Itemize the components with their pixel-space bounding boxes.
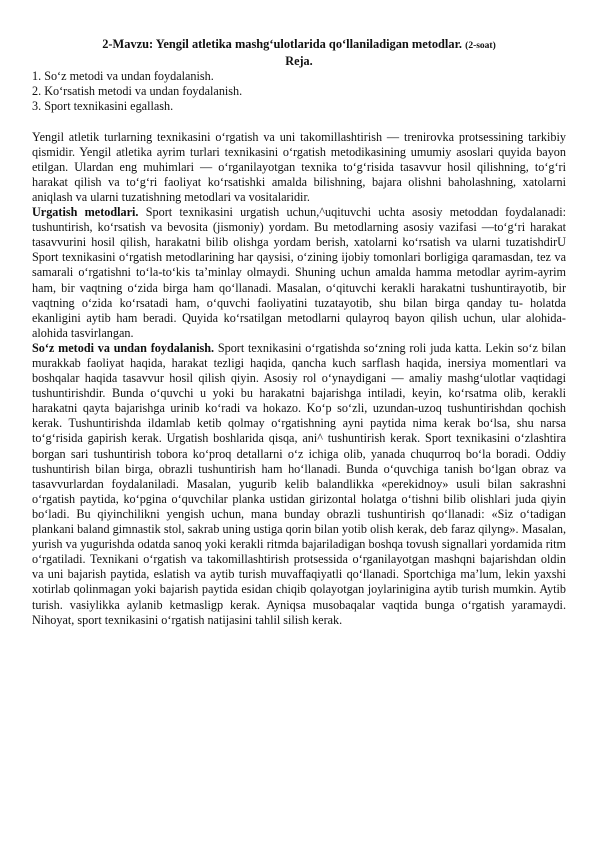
plan-heading: Reja. <box>285 54 313 68</box>
title-text: 2-Mavzu: Yengil atletika mashg‘ulotlarida qo‘llaniladigan metodlar. <box>102 37 463 51</box>
plan-item: 3. Sport texnikasini egallash. <box>32 99 174 114</box>
paragraph-text: Yengil atletik turlarning texnikasini o‘rgatish va uni takomillashtirish — trenirovka protsessining tarkibiy qismidir. Yengil atletika ayrim turlari texnikasini o‘rgatish metodikasining umumiy asoslari quyida bayon etilgan. Ulardan eng muhimlari — o‘rganilayotgan texnika to‘g‘risida tasavvur hosil qilishning, to‘g‘ri harakat qilish va to‘g‘ri faoliyat ko‘rsatishki amalda bilishning, bajara olishni baholashning, xatolarni aniqlash va ularni tuzatishning metodlari va vositalaridir. <box>32 129 566 204</box>
title-hours: (2-soat) <box>465 41 496 51</box>
plan-item: 2. Ko‘rsatish metodi va undan foydalanish. <box>32 84 243 99</box>
paragraph-methods <box>32 205 566 341</box>
document-page <box>32 37 566 628</box>
paragraph-text: Sport texnikasini urgatish uchun,^uqituvchi uchta asosiy metoddan foydalanadi: tushuntirish, ko‘rsatish va bevosita (jismoniy) yordam. Bu metodlarning asosiy vazifasi —to‘g‘ri harakat tasavvurini hosil qilish, harakatni bilib olishga yordam berish, xatolarni ko‘rsatish va ularni tuzatishdirU Sport texnikasini o‘rgatish metodlarining har qaysisi, o‘zining ijobiy tomonlari borligiga qaramasdan, tez va samarali o‘rgatishni to‘la-to‘kis ta’minlay olmaydi. Shuning uchun amalda hamma metodlar ayrim-ayrim ham, bir vaqtning o‘zida birga ham qo‘llanadi. Masalan, o‘qituvchi kerakli harakatni tushuntirayotib, bir vaqtning o‘zida ko‘rsatadi ham, o‘quvchi faoliyatini tuzatayotib, shu bilan birga qanday tu- holatda ekanligini aytib ham beradi. Quyida ko‘rsatilgan metodlarni qulayroq bayon qilish uchun, ular alohida-alohida tasvirlangan. <box>32 205 566 340</box>
document-title <box>32 37 566 54</box>
paragraph-lead: Urgatish metodlari. <box>32 205 139 220</box>
plan-item: 1. So‘z metodi va undan foydalanish. <box>32 69 214 83</box>
paragraph-lead: So‘z metodi va undan foydalanish. <box>32 340 215 355</box>
plan-list <box>32 69 566 115</box>
paragraph-text: Sport texnikasini o‘rgatishda so‘zning roli juda katta. Lekin so‘z bilan murakkab faoliyat haqida, harakat tezligi haqida, qancha kuch sarflash haqida, inersiya momentlari va boshqalar haqida tasavvur hosil qilish qiyin. Asosiy rol o‘ynaydigani — amaliy mashg‘ulotlar vaqtidagi tushuntirishdir. Bunda o‘quvchi u yoki bu harakatni bajarishga intiladi, keyin, ko‘rsatma olib, kerakli harakatni qayta bajarishga urinib ko‘radi va hokazo. Ko‘p so‘zli, uzundan-uzoq tushuntirishdan qochish kerak. Tushuntirishda ildamlab ketib qolmay o‘rgatishning ayni paytida nima kerak bo‘lsa, shu narsa to‘g‘risida gapirish kerak. Urgatish boshlarida qisqa, ani^ tushuntirish kerak. Sport texnikasini o‘zlashtira borgan sari tushuntirish tobora ko‘proq detallarni o‘z ichiga olib, yanada chuqurroq bo‘la boradi. Oddiy tushuntirish bilan birga, obrazli tushuntirish ham ho‘llanadi. Bunda o‘quvchiga tanish bo‘lgan obraz va tasavvurlardan foydalaniladi. Masalan, yugurib kelib balandlikka «perekidnoy» usuli bilan sakrashni o‘rgatish paytida, ko‘pgina o‘quvchilar planka ustidan girizontal holatga o‘tishni bilib olishlari juda qiyin bo‘ladi. Bu qiyinchilikni yengish uchun, mana bunday obrazli tushuntirish qo‘llanadi: «Siz o‘tadigan plankani baland gimnastik stol, sakrab uning ustiga qorin bilan yotib olish kerak, deb faraz qilyng». Masalan, yurish va yugurishda odatda sanoq yoki kerakli ritmda bajariladigan boshqa tovush signallari yordamida ritm o‘rgatiladi. Texnikani o‘rgatish va takomillashtirish protsessida o‘rganilayotgan mashqni bajarishdan oldin va uni bajarish paytida, eslatish va aytib turish muvaffaqiyatli qo‘llanadi. Sportchiga ma’lum, lekin yaxshi xotirlab qolinmagan yoki bajarish paytida esidan chiqib qolayotgan joylarinigina aytib turish mumkin. Aytib turish. vasiylikka aylanib ketmasligp kerak. Ayniqsa musobaqalar vaqtida bunga o‘rgatish yaramaydi. Nihoyat, sport texnikasini o‘rgatish natijasini tahlil silish kerak. <box>32 340 566 627</box>
paragraph-word-method <box>32 341 566 628</box>
paragraph-intro <box>32 130 566 205</box>
spacer <box>32 115 566 130</box>
